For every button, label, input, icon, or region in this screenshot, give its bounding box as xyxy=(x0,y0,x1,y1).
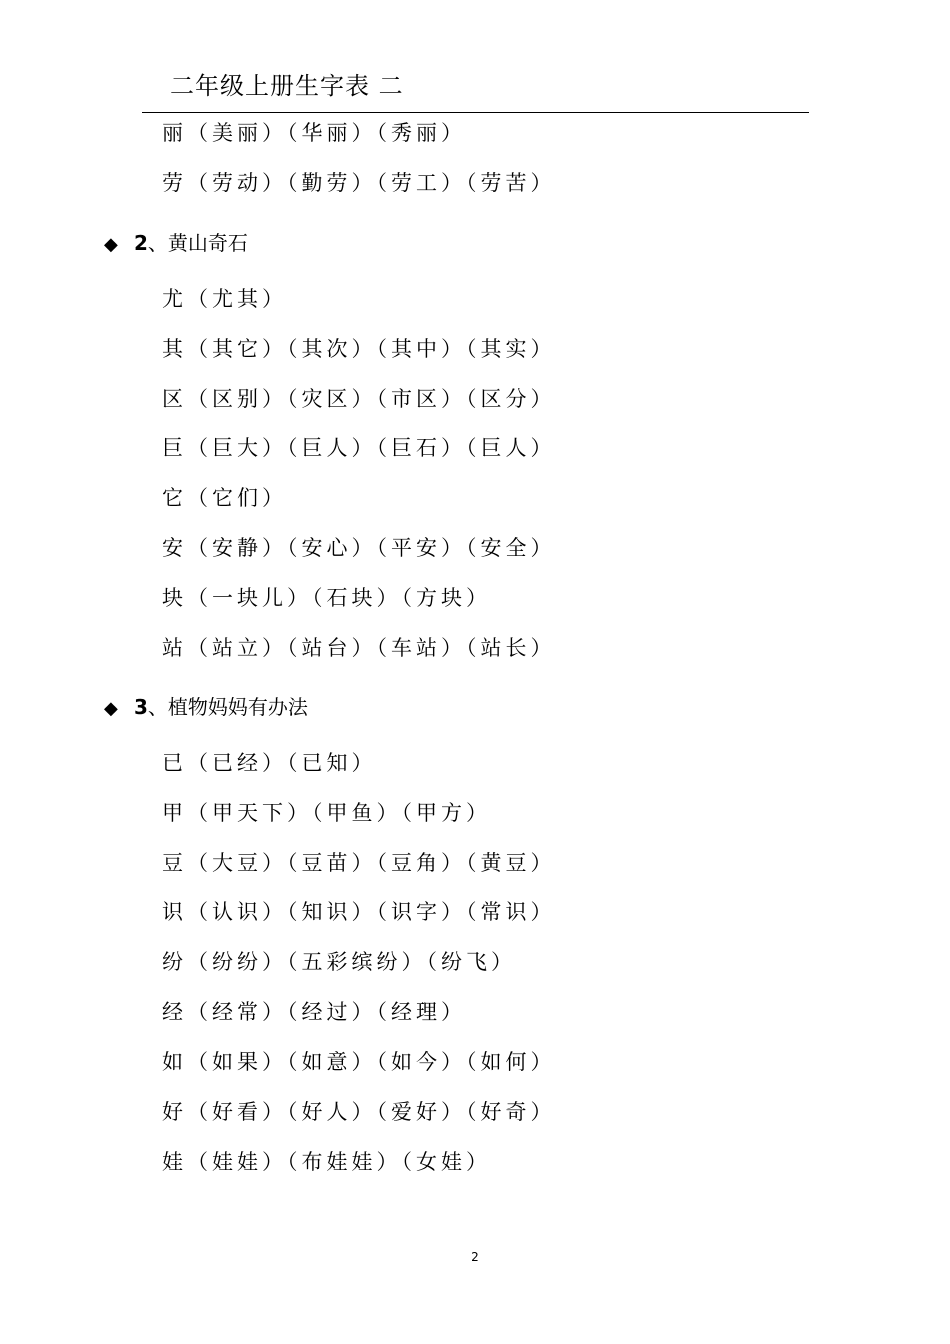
vocab-line: 安（安静）（安心）（平安）（安全） xyxy=(162,536,556,560)
vocab-line: 丽（美丽）（华丽）（秀丽） xyxy=(162,121,466,145)
vocab-line: 识（认识）（知识）（识字）（常识） xyxy=(162,900,556,924)
vocab-line: 巨（巨大）（巨人）（巨石）（巨人） xyxy=(162,436,556,460)
diamond-bullet-icon: ◆ xyxy=(104,698,118,719)
vocab-line: 好（好看）（好人）（爱好）（好奇） xyxy=(162,1100,556,1124)
section-title: 、植物妈妈有办法 xyxy=(147,695,308,719)
vocab-line: 劳（劳动）（勤劳）（劳工）（劳苦） xyxy=(162,171,556,195)
vocab-line: 经（经常）（经过）（经理） xyxy=(162,1000,466,1024)
header-divider xyxy=(142,112,809,113)
section-number: 3 xyxy=(134,695,148,719)
vocab-line: 如（如果）（如意）（如今）（如何） xyxy=(162,1050,556,1074)
vocab-line: 豆（大豆）（豆苗）（豆角）（黄豆） xyxy=(162,851,556,875)
diamond-bullet-icon: ◆ xyxy=(104,234,118,255)
section-title: 、黄山奇石 xyxy=(147,231,248,255)
vocab-line: 块（一块儿）（石块）（方块） xyxy=(162,586,491,610)
page-title: 二年级上册生字表 二 xyxy=(170,72,404,100)
vocab-line: 其（其它）（其次）（其中）（其实） xyxy=(162,337,556,361)
vocab-line: 娃（娃娃）（布娃娃）（女娃） xyxy=(162,1150,491,1174)
vocab-line: 纷（纷纷）（五彩缤纷）（纷飞） xyxy=(162,950,516,974)
section-heading-3 xyxy=(104,693,308,723)
page-number: 2 xyxy=(471,1250,479,1264)
vocab-line: 尤（尤其） xyxy=(162,287,287,311)
vocab-line: 区（区别）（灾区）（市区）（区分） xyxy=(162,387,556,411)
vocab-line: 它（它们） xyxy=(162,486,287,510)
vocab-line: 已（已经）（已知） xyxy=(162,751,377,775)
vocab-line: 甲（甲天下）（甲鱼）（甲方） xyxy=(162,801,491,825)
vocab-line: 站（站立）（站台）（车站）（站长） xyxy=(162,636,556,660)
section-number: 2 xyxy=(134,231,148,255)
section-heading-2 xyxy=(104,229,248,259)
